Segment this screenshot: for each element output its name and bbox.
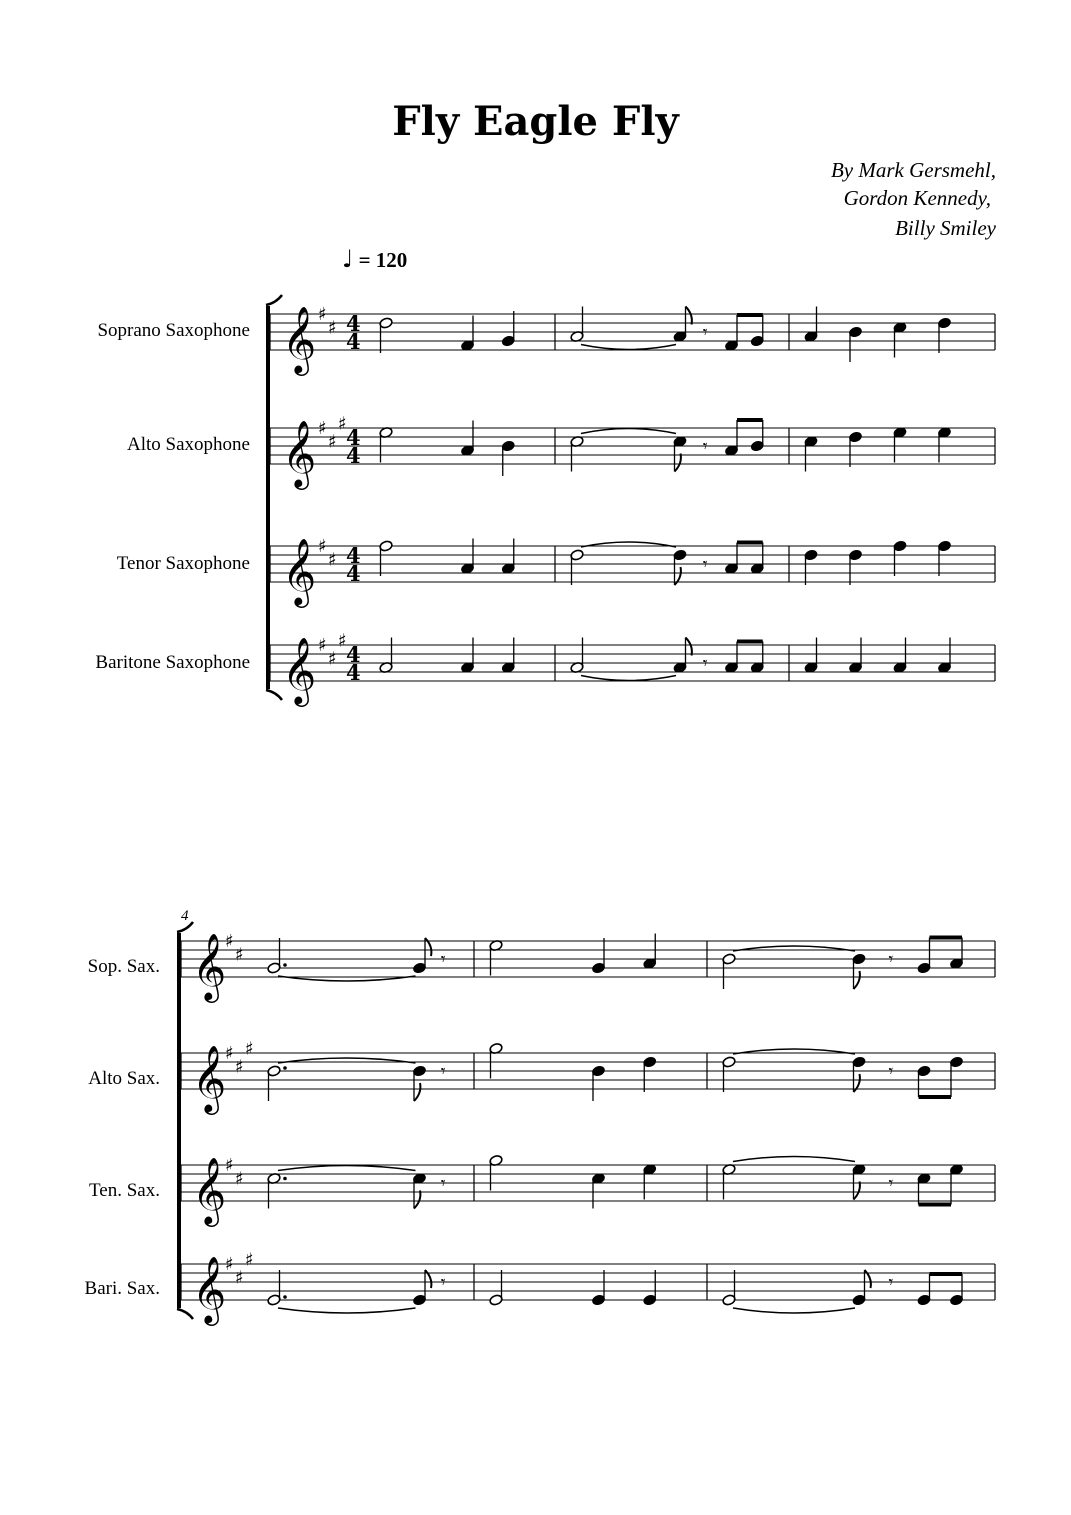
composer-line-1: By Mark Gersmehl, [830, 158, 996, 182]
sharp-icon: ♯ [225, 1043, 234, 1064]
tie [278, 1308, 416, 1313]
tie [733, 1157, 855, 1162]
treble-clef-icon: 𝄞 [282, 305, 317, 373]
eighth-rest-icon: 𝄾 [702, 436, 708, 457]
sharp-icon: ♯ [235, 1056, 244, 1078]
instrument-label-baritone-short: Bari. Sax. [84, 1278, 160, 1299]
sharp-icon: ♯ [225, 1155, 234, 1176]
eighth-rest-icon: 𝄾 [440, 949, 446, 970]
sharp-icon: ♯ [318, 304, 327, 325]
eighth-rest-icon: 𝄾 [888, 949, 894, 970]
tie [733, 1308, 855, 1313]
quarter-note-icon: ♩ [342, 245, 354, 273]
eighth-rest-icon: 𝄾 [702, 653, 708, 674]
treble-clef-icon: 𝄞 [282, 636, 317, 704]
sharp-icon: ♯ [318, 536, 327, 557]
augmentation-dot [283, 963, 287, 967]
eighth-rest-icon: 𝄾 [888, 1272, 894, 1293]
augmentation-dot [283, 1295, 287, 1299]
tie [581, 345, 676, 350]
instrument-label-baritone: Baritone Saxophone [95, 652, 250, 673]
instrument-label-tenor: Tenor Saxophone [116, 553, 250, 574]
tie [581, 676, 676, 681]
tie [581, 429, 676, 434]
time-signature-denominator: 4 [346, 660, 361, 685]
treble-clef-icon: 𝄞 [192, 1156, 227, 1224]
note-flag [686, 638, 692, 656]
treble-clef-icon: 𝄞 [282, 419, 317, 487]
note-flag [675, 454, 681, 472]
time-signature-denominator: 4 [346, 561, 361, 586]
instrument-label-tenor-short: Ten. Sax. [89, 1180, 160, 1201]
time-signature-numerator: 4 [346, 642, 361, 667]
note-flag [414, 1083, 420, 1101]
sharp-icon: ♯ [338, 413, 347, 435]
score-title: Fly Eagle Fly [392, 98, 679, 145]
composer-line-3: Billy Smiley [895, 216, 996, 240]
treble-clef-icon: 𝄞 [192, 1255, 227, 1323]
tempo-value: = 120 [358, 248, 408, 272]
sharp-icon: ♯ [245, 1038, 254, 1060]
augmentation-dot [283, 1066, 287, 1070]
sharp-icon: ♯ [225, 1254, 234, 1275]
treble-clef-icon: 𝄞 [192, 932, 227, 1000]
augmentation-dot [283, 1177, 287, 1181]
eighth-rest-icon: 𝄾 [888, 1173, 894, 1194]
note-flag [686, 307, 692, 325]
time-signature-denominator: 4 [346, 443, 361, 468]
sharp-icon: ♯ [235, 1267, 244, 1289]
composer-line-2: Gordon Kennedy, [843, 186, 991, 210]
eighth-rest-icon: 𝄾 [440, 1173, 446, 1194]
eighth-rest-icon: 𝄾 [702, 322, 708, 343]
time-signature-numerator: 4 [346, 543, 361, 568]
bracket-top-hook [266, 295, 282, 305]
bracket-bottom-hook [266, 690, 282, 700]
bracket-bottom-hook [177, 1309, 193, 1319]
sharp-icon: ♯ [235, 1168, 244, 1190]
note-flag [854, 1182, 860, 1200]
sharp-icon: ♯ [328, 431, 337, 453]
sharp-icon: ♯ [328, 549, 337, 571]
instrument-label-alto-short: Alto Sax. [88, 1068, 160, 1089]
sharp-icon: ♯ [318, 635, 327, 656]
instrument-label-soprano-short: Sop. Sax. [87, 956, 160, 977]
sharp-icon: ♯ [338, 630, 347, 652]
time-signature-denominator: 4 [346, 329, 361, 354]
treble-clef-icon: 𝄞 [282, 537, 317, 605]
time-signature-numerator: 4 [346, 311, 361, 336]
instrument-label-alto: Alto Saxophone [127, 434, 250, 455]
sharp-icon: ♯ [225, 931, 234, 952]
instrument-label-soprano: Soprano Saxophone [97, 320, 250, 341]
sharp-icon: ♯ [235, 944, 244, 966]
sharp-icon: ♯ [328, 317, 337, 339]
eighth-rest-icon: 𝄾 [888, 1061, 894, 1082]
treble-clef-icon: 𝄞 [192, 1044, 227, 1112]
tie [278, 1166, 416, 1171]
sharp-icon: ♯ [318, 418, 327, 439]
sharp-icon: ♯ [328, 648, 337, 670]
eighth-rest-icon: 𝄾 [440, 1061, 446, 1082]
note-flag [854, 971, 860, 989]
measure-number: 4 [181, 908, 189, 924]
note-flag [414, 1191, 420, 1209]
bracket-top-hook [177, 922, 193, 932]
eighth-rest-icon: 𝄾 [702, 554, 708, 575]
time-signature-numerator: 4 [346, 425, 361, 450]
eighth-rest-icon: 𝄾 [440, 1272, 446, 1293]
sharp-icon: ♯ [245, 1249, 254, 1271]
